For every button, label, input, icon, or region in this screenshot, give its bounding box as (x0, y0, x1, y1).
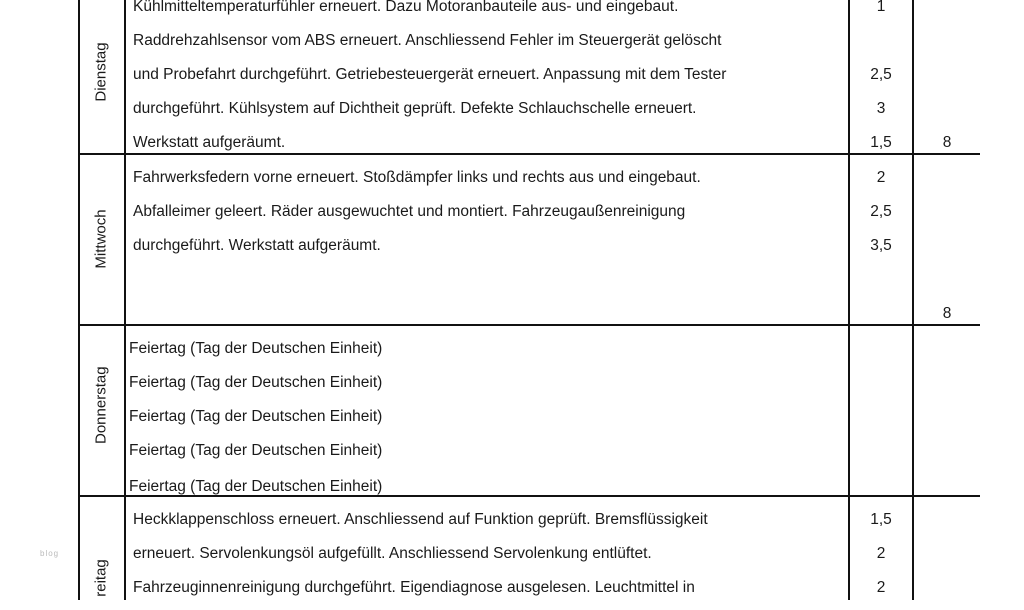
task-text: Raddrehzahlsensor vom ABS erneuert. Anschliessend Fehler im Steuergerät gelöscht (133, 32, 722, 49)
column-divider-day (78, 0, 80, 600)
task-text: Abfalleimer geleert. Räder ausgewuchtet und montiert. Fahrzeugaußenreinigung (133, 203, 686, 220)
task-text: durchgeführt. Werkstatt aufgeräumt. (133, 237, 381, 254)
task-text: Feiertag (Tag der Deutschen Einheit) (129, 442, 383, 459)
task-hours: 2 (876, 579, 886, 596)
day-label-mittwoch: Mittwoch (92, 209, 110, 269)
task-hours: 2 (876, 545, 886, 562)
task-text: Feiertag (Tag der Deutschen Einheit) (129, 408, 383, 425)
task-text: Heckklappenschloss erneuert. Anschliessend auf Funktion geprüft. Bremsflüssigkeit (133, 511, 708, 528)
task-text: Feiertag (Tag der Deutschen Einheit) (129, 340, 383, 357)
task-hours: 2,5 (870, 203, 892, 220)
task-hours: 2 (876, 169, 886, 186)
task-hours: 2,5 (870, 66, 892, 83)
task-text: Feiertag (Tag der Deutschen Einheit) (129, 478, 383, 495)
task-text: Fahrzeuginnenreinigung durchgeführt. Eigendiagnose ausgelesen. Leuchtmittel in (133, 579, 695, 596)
task-text: erneuert. Servolenkungsöl aufgefüllt. Anschliessend Servolenkung entlüftet. (133, 545, 652, 562)
task-hours: 3,5 (870, 237, 892, 254)
column-divider-total (912, 0, 914, 600)
task-hours: 1,5 (870, 134, 892, 151)
task-text: Werkstatt aufgeräumt. (133, 134, 286, 151)
task-hours: 1,5 (870, 511, 892, 528)
row-divider-dienstag (78, 153, 980, 155)
task-text: Fahrwerksfedern vorne erneuert. Stoßdämpfer links und rechts aus und eingebaut. (133, 169, 701, 186)
day-label-freitag: reitag (92, 559, 110, 597)
task-text: Feiertag (Tag der Deutschen Einheit) (129, 374, 383, 391)
day-label-dienstag: Dienstag (92, 42, 110, 102)
day-total-mittwoch: 8 (942, 305, 952, 322)
column-divider-description (124, 0, 126, 600)
watermark: blog (40, 549, 60, 558)
task-hours: 1 (876, 0, 886, 15)
day-total-dienstag: 8 (942, 134, 952, 151)
day-label-donnerstag: Donnerstag (92, 366, 110, 444)
task-hours: 3 (876, 100, 886, 117)
row-divider-mittwoch (78, 324, 980, 326)
task-text: und Probefahrt durchgeführt. Getriebesteuergerät erneuert. Anpassung mit dem Tester (133, 66, 727, 83)
column-divider-hours (848, 0, 850, 600)
task-text: durchgeführt. Kühlsystem auf Dichtheit geprüft. Defekte Schlauchschelle erneuert. (133, 100, 697, 117)
task-text: Kühlmitteltemperaturfühler erneuert. Dazu Motoranbauteile aus- und eingebaut. (133, 0, 679, 15)
